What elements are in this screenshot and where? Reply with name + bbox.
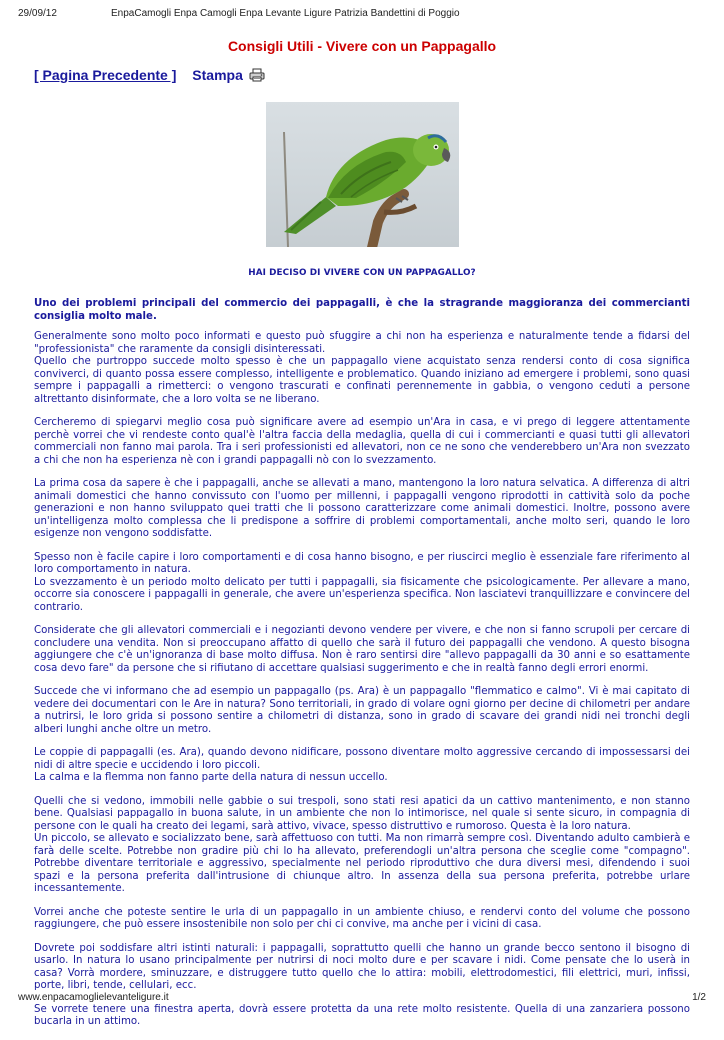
paragraph	[34, 552, 690, 615]
paragraph: Dovrete poi soddisfare altri istinti naturali: i pappagalli, soprattutto quelli che hanno un grande becco sentono il bisogno di usarlo. In natura lo usano principalmente per nutrirsi di noci molto dure e per scavare i nidi. Come pensate che lo userà in casa? Vorrà mordere, sminuzzare, e distruggere tutto quello che lo attira: mobili, elettrodomestici, fili elettrici, muri, infissi, porte, libri, tende, cellulari, ecc.	[34, 942, 690, 991]
page-header	[18, 8, 706, 22]
paragraph: Considerate che gli allevatori commerciali e i negozianti devono vendere per vivere, e che non si fanno scrupoli per cercare di concludere una vendita. Non si preoccupano affatto di quello che sarà il futuro dei pappagalli che vendono. A questo bisogna aggiungere che c'è un'ignoranza di base molto diffusa. Non è raro sentirsi dire "allevo pappagalli da 30 anni e so esattamente cosa devo fare" da persone che si rifiutano di accettare qualsiasi suggerimento e che in realtà fanno degli errori enormi.	[34, 625, 690, 674]
section-heading: HAI DECISO DI VIVERE CON UN PAPPAGALLO?	[248, 268, 476, 278]
print-button[interactable]	[192, 67, 264, 83]
page-title: Consigli Utili - Vivere con un Pappagallo	[227, 38, 497, 54]
print-date: 29/09/12	[18, 8, 57, 19]
printer-icon[interactable]	[249, 68, 265, 85]
paragraph-text: Quello che purtroppo succede molto spesso è che un pappagallo viene acquistato senza rendersi conto di cosa significa conviverci, di quanto possa essere complesso, intelligente e problematico. Quando iniziano ad emergere i problemi, sono quasi sempre i pappagalli a rimetterci: o vengono trascurati e confinati perennemente in gabbia, o vengono ceduti a persone altrettanto disinformate, che a loro volta se ne liberano.	[34, 356, 690, 405]
print-label: Stampa	[192, 67, 243, 83]
paragraph	[34, 331, 690, 406]
lead-paragraph: Uno dei problemi principali del commercio dei pappagalli, è che la stragrande maggioranza dei commercianti consiglia molto male.	[34, 298, 690, 322]
paragraph: Cercheremo di spiegarvi meglio cosa può significare avere ad esempio un'Ara in casa, e vi prego di leggere attentamente perchè vorrei che vi rendeste conto qual'è l'altra faccia della medaglia, quella di cui i commercianti e quasi tutti gli allevatori commerciali non fanno mai parola. Tra i seri professionisti ed allevatori, non ce ne sono che venderebbero un'Ara non svezzato a chi che non ha esperienza nè con i grandi pappagalli nò con lo svezzamento.	[34, 417, 690, 466]
site-title: EnpaCamogli Enpa Camogli Enpa Levante Ligure Patrizia Bandettini di Poggio	[111, 8, 460, 19]
page-number: 1/2	[692, 992, 706, 1003]
nav-bar	[34, 67, 265, 85]
paragraph-text: Generalmente sono molto poco informati e questo può sfuggire a chi non ha esperienza e naturalmente tende a fidarsi del "professionista" che raramente da consigli disinteressati.	[34, 331, 690, 355]
paragraph-text: La calma e la flemma non fanno parte della natura di nessun uccello.	[34, 772, 388, 783]
paragraph-text: Spesso non è facile capire i loro comportamenti e di cosa hanno bisogno, e per riuscirci meglio è essenziale fare riferimento al loro comportamento in natura.	[34, 551, 690, 575]
paragraph-text: Quelli che si vedono, immobili nelle gabbie o sui trespoli, sono stati resi apatici da un cattivo mantenimento, e non stanno bene. Qualsiasi pappagallo in buona salute, in un ambiente che non lo intimorisce, nel quale si sente sicuro, in compagnia di persone con le quali ha creato dei legami, sarà attivo, vivace, spesso distruttivo e rumoroso. Questa è la loro natura.	[34, 795, 690, 832]
parrot-photo	[266, 102, 459, 247]
page-footer	[18, 992, 706, 1006]
paragraph	[34, 796, 690, 896]
paragraph: Succede che vi informano che ad esempio un pappagallo (ps. Ara) è un pappagallo "flemmatico e calmo". Vi è mai capitato di vedere dei documentari con le Are in natura? Sono territoriali, in grado di volare ogni giorno per decine di chilometri per andare a nutrirsi, le loro grida si possono sentire a chilometri di distanza, sono in grado di scavare dei grandi nidi nei tronchi degli alberi lunghi anche oltre un metro.	[34, 686, 690, 735]
article-body	[34, 298, 690, 1040]
paragraph	[34, 747, 690, 785]
paragraph: La prima cosa da sapere è che i pappagalli, anche se allevati a mano, mantengono la loro natura selvatica. A differenza di altri animali domestici che hanno convissuto con l'uomo per millenni, i pappagalli vengono riprodotti in cattività solo da poche generazioni e non hanno sviluppato quei tratti che li possono caratterizzare come animali domestici. Inoltre, possono avere un'intelligenza molto complessa che li predispone a soffrire di problemi comportamentali, anche molto seri, quando le loro esigenze non vengono soddisfatte.	[34, 478, 690, 539]
paragraph: Vorrei anche che poteste sentire le urla di un pappagallo in un ambiente chiuso, e rendervi conto del volume che possono raggiungere, che può essere insostenibile non solo per chi ci convive, ma anche per i vicini di casa.	[34, 906, 690, 930]
paragraph-text: Lo svezzamento è un periodo molto delicato per tutti i pappagalli, sia fisicamente che psicologicamente. Per allevare a mano, occorre sia conoscere i pappagalli in generale, che avere un'esperienza specifica. Non lasciatevi tranquillizzare e convincere del contrario.	[34, 576, 690, 613]
paragraph-text: Le coppie di pappagalli (es. Ara), quando devono nidificare, possono diventare molto aggressive cercando di impossessarsi dei nidi di altre specie e uccidendo i loro piccoli.	[34, 747, 690, 771]
previous-page-link[interactable]: [ Pagina Precedente ]	[34, 67, 177, 83]
paragraph: Se vorrete tenere una finestra aperta, dovrà essere protetta da una rete molto resistente. Quella di una zanzariera possono bucarla in un attimo.	[34, 1003, 690, 1027]
paragraph-text: Un piccolo, se allevato e socializzato bene, sarà affettuoso con tutti. Ma non rimarrà sempre così. Diventando adulto cambierà e farà delle scelte. Potrebbe non gradire più chi lo ha allevato, preferendogli un'altra persona che sceglie come "compagno". Potrebbe diventare territoriale e aggressivo, specialmente nel periodo riproduttivo che dura diversi mesi, difendendo i suoi spazi e la persona preferita dall'intrusione di chiunque altro. In assenza della sua persona preferita, potrebbe urlare incessantemente.	[34, 833, 690, 894]
footer-url: www.enpacamoglielevanteligure.it	[18, 992, 169, 1003]
